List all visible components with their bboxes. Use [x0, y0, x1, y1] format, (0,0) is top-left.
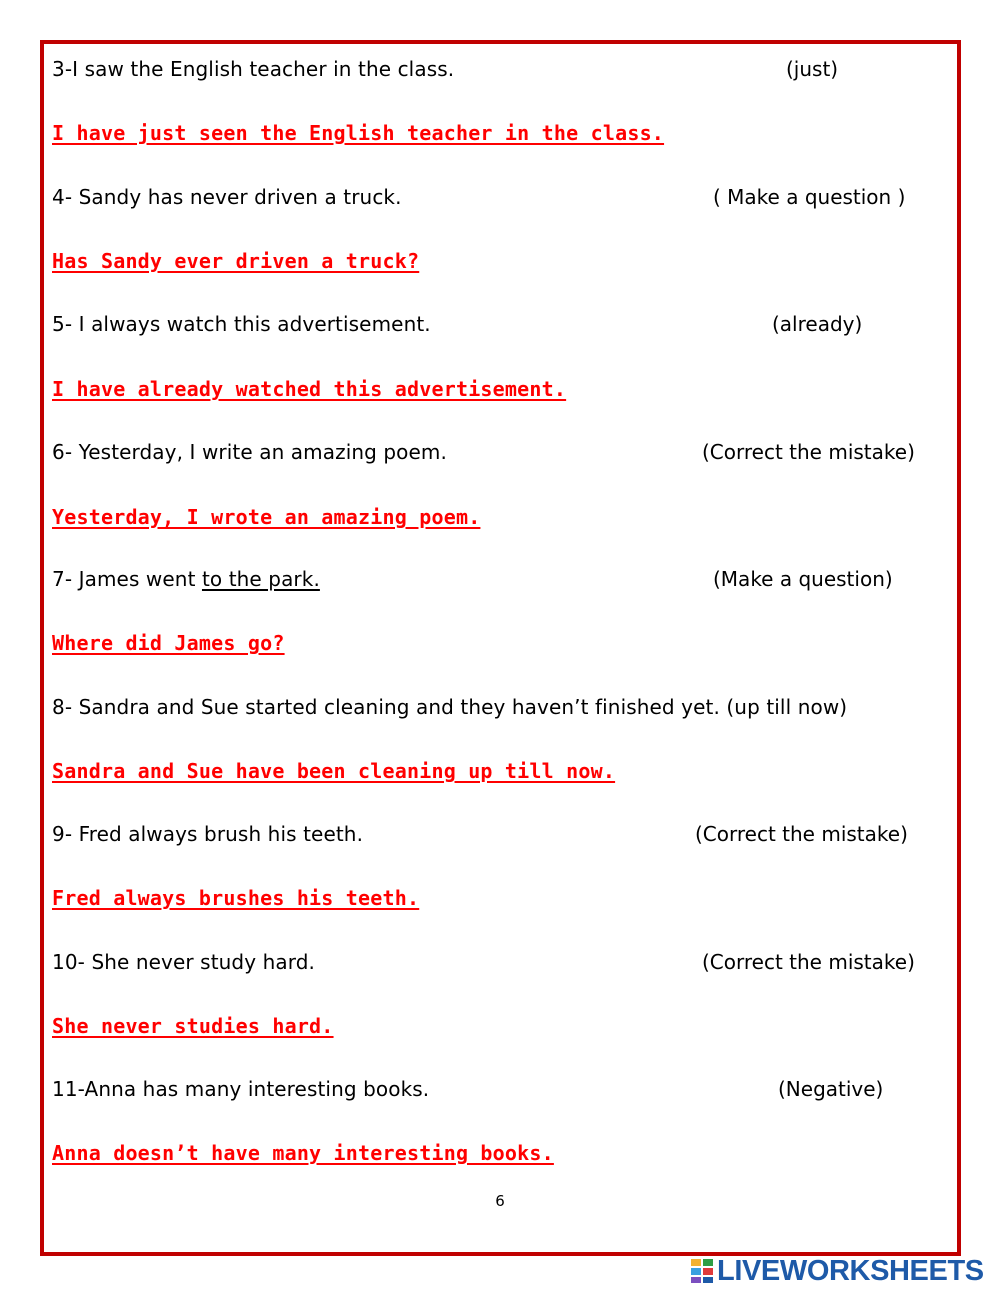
- hint-9: (Correct the mistake): [695, 822, 908, 846]
- hint-5: (already): [772, 312, 863, 336]
- answer-5: I have already watched this advertisement.: [52, 377, 567, 401]
- question-8: 8- Sandra and Sue started cleaning and they haven’t finished yet. (up till now): [52, 695, 848, 719]
- brand-name: LIVEWORKSHEETS: [717, 1254, 984, 1287]
- question-3: 3-I saw the English teacher in the class.: [52, 57, 455, 81]
- hint-3: (just): [786, 57, 839, 81]
- hint-4: ( Make a question ): [713, 185, 906, 209]
- answer-7: Where did James go?: [52, 631, 285, 655]
- question-10: 10- She never study hard.: [52, 950, 315, 974]
- hint-10: (Correct the mistake): [702, 950, 915, 974]
- hint-7: (Make a question): [713, 567, 893, 591]
- question-6: 6- Yesterday, I write an amazing poem.: [52, 440, 447, 464]
- hint-8: (up till now): [726, 695, 848, 719]
- question-9: 9- Fred always brush his teeth.: [52, 822, 364, 846]
- page-number: 6: [495, 1192, 505, 1210]
- answer-6: Yesterday, I wrote an amazing poem.: [52, 505, 481, 529]
- answer-10: She never studies hard.: [52, 1014, 334, 1038]
- liveworksheets-logo: [690, 1255, 984, 1287]
- answer-11: Anna doesn’t have many interesting books.: [52, 1141, 554, 1165]
- question-4: 4- Sandy has never driven a truck.: [52, 185, 402, 209]
- question-7: 7- James went to the park.: [52, 567, 320, 591]
- hint-6: (Correct the mistake): [702, 440, 915, 464]
- answer-4: Has Sandy ever driven a truck?: [52, 249, 420, 273]
- blocks-logo-icon: [690, 1258, 714, 1284]
- answer-3: I have just seen the English teacher in the class.: [52, 121, 665, 145]
- answer-8: Sandra and Sue have been cleaning up till now.: [52, 759, 616, 783]
- hint-11: (Negative): [778, 1077, 884, 1101]
- underlined-phrase: to the park.: [201, 567, 320, 591]
- question-5: 5- I always watch this advertisement.: [52, 312, 431, 336]
- answer-9: Fred always brushes his teeth.: [52, 886, 420, 910]
- question-11: 11-Anna has many interesting books.: [52, 1077, 430, 1101]
